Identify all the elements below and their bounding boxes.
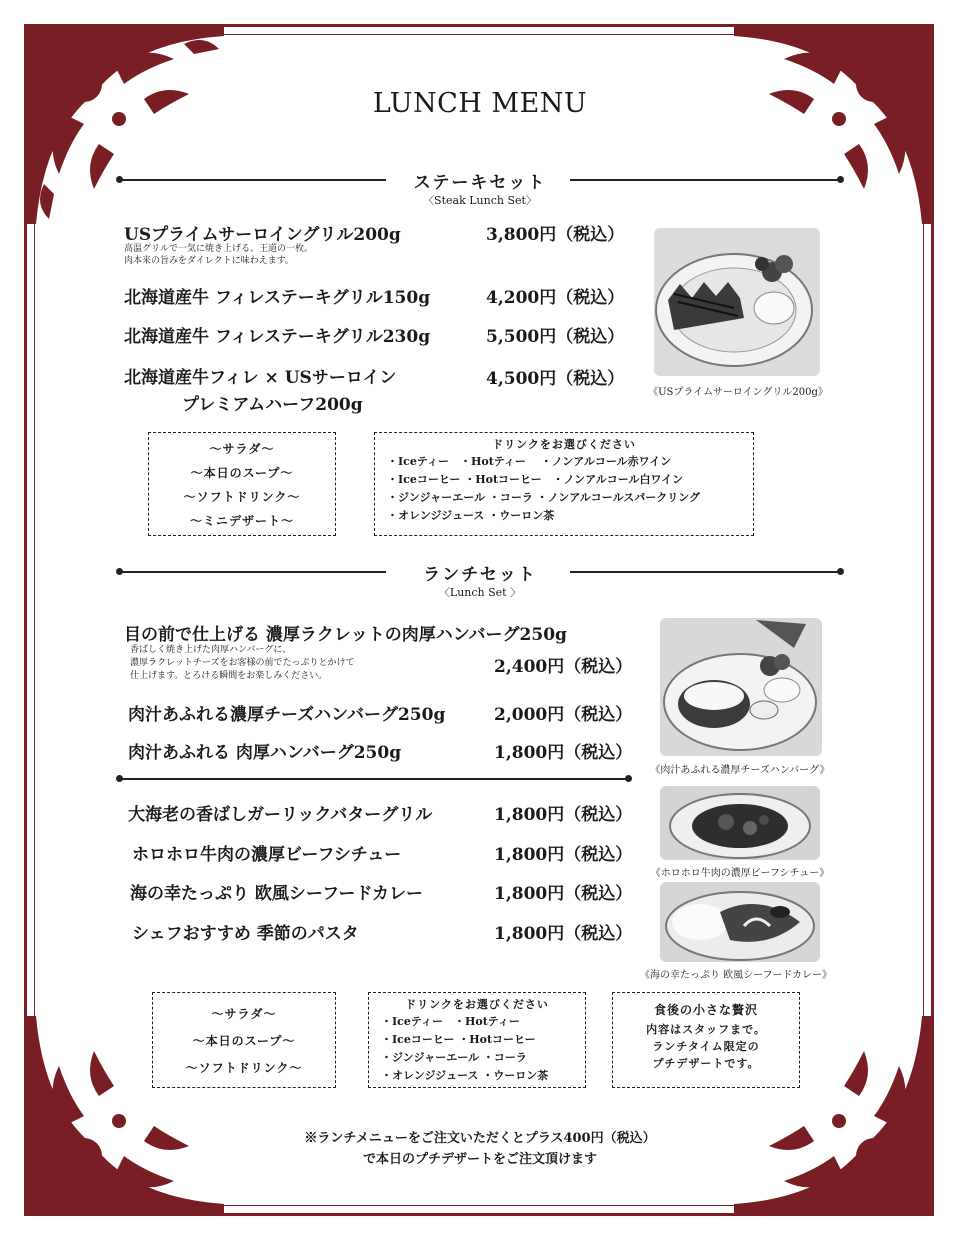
set-item: ～サラダ～ — [211, 1007, 277, 1021]
steak-item-name: プレミアムハーフ200g — [182, 395, 363, 415]
set-item: ～本日のスープ～ — [190, 466, 294, 480]
seafood-curry-photo-caption: 《海の幸たっぷり 欧風シーフードカレー》 — [639, 970, 833, 981]
drink-line: ・オレンジジュース ・ウーロン茶 — [387, 509, 555, 522]
steak-photo — [654, 228, 820, 376]
steak-item-name: 北海道産牛フィレ × USサーロイン — [124, 368, 397, 388]
lunch-set-box — [152, 992, 336, 1088]
drink-box-heading: ドリンクをお選びください — [405, 998, 549, 1011]
steak-drink-box — [374, 432, 754, 536]
footnote: ※ランチメニューをご注文いただくとプラス400円（税込） — [304, 1131, 656, 1146]
steak-item-price: 3,800円（税込） — [486, 225, 625, 245]
beef-stew-photo-caption: 《ホロホロ牛肉の濃厚ビーフシチュー》 — [650, 868, 830, 879]
lunch-item-price: 1,800円（税込） — [494, 924, 633, 944]
lunch-item-name: 海の幸たっぷり 欧風シーフードカレー — [130, 884, 424, 904]
lunch-item-name: シェフおすすめ 季節のパスタ — [132, 924, 359, 944]
lunch-item-desc: 仕上げます。とろける瞬間をお楽しみください。 — [130, 671, 328, 681]
hamburg-photo-caption: 《肉汁あふれる濃厚チーズハンバーグ》 — [650, 765, 830, 776]
set-item: ～サラダ～ — [209, 442, 275, 456]
seafood-curry-photo — [660, 882, 820, 962]
steak-item-name: USプライムサーロイングリル200g — [124, 225, 401, 245]
steak-photo-caption: 《USプライムサーロイングリル200g》 — [648, 387, 828, 398]
drink-box-heading: ドリンクをお選びください — [492, 438, 636, 451]
dessert-box-text: 内容はスタッフまで。 — [646, 1023, 766, 1036]
hamburg-photo — [660, 618, 822, 756]
lunch-section-title: ランチセット — [423, 565, 537, 585]
lunch-item-price: 1,800円（税込） — [494, 743, 633, 763]
drink-line: ・ジンジャーエール ・コーラ — [381, 1051, 527, 1064]
lunch-item-name: 大海老の香ばしガーリックバターグリル — [128, 805, 433, 825]
lunch-item-price: 1,800円（税込） — [494, 884, 633, 904]
divider-line — [118, 778, 630, 780]
beef-stew-photo — [660, 786, 820, 860]
drink-line: ・ジンジャーエール ・コーラ ・ノンアルコールスパークリング — [387, 491, 701, 504]
lunch-item-price: 1,800円（税込） — [494, 845, 633, 865]
set-item: ～ソフトドリンク～ — [183, 490, 301, 504]
steak-item-price: 4,200円（税込） — [486, 288, 625, 308]
steak-item-name: 北海道産牛 フィレステーキグリル230g — [124, 327, 431, 347]
drink-line: ・Iceコーヒー ・Hotコーヒー ・ノンアルコール白ワイン — [387, 473, 684, 486]
lunch-section-subtitle: 〈Lunch Set 〉 — [438, 586, 522, 599]
lunch-item-desc: 濃厚ラクレットチーズをお客様の前でたっぷりとかけて — [130, 658, 355, 668]
menu-title: LUNCH MENU — [372, 88, 588, 119]
lunch-drink-box — [368, 992, 586, 1088]
lunch-item-name: ホロホロ牛肉の濃厚ビーフシチュー — [132, 845, 402, 865]
steak-section-subtitle: 〈Steak Lunch Set〉 — [423, 194, 537, 207]
lunch-item-desc: 香ばしく焼き上げた肉厚ハンバーグに、 — [130, 645, 292, 655]
lunch-item-name: 肉汁あふれる濃厚チーズハンバーグ250g — [128, 705, 446, 725]
steak-item-desc: 肉本来の旨みをダイレクトに味わえます。 — [124, 256, 294, 266]
footnote: で本日のプチデザートをご注文頂けます — [362, 1152, 597, 1167]
drink-line: ・Iceコーヒー ・Hotコーヒー — [381, 1033, 536, 1046]
set-item: ～ソフトドリンク～ — [185, 1061, 303, 1075]
dessert-box-text: プチデザートです。 — [652, 1057, 760, 1070]
lunch-item-price: 1,800円（税込） — [494, 805, 633, 825]
dessert-box-text: ランチタイム限定の — [652, 1040, 760, 1053]
drink-line: ・Iceティー ・Hotティー — [381, 1015, 520, 1028]
steak-item-desc: 高温グリルで一気に焼き上げる、王道の一枚。 — [124, 244, 314, 254]
lunch-item-name: 目の前で仕上げる 濃厚ラクレットの肉厚ハンバーグ250g — [124, 625, 567, 645]
steak-set-box — [148, 432, 336, 536]
dessert-box-heading: 食後の小さな贅沢 — [653, 1003, 758, 1017]
set-item: ～本日のスープ～ — [192, 1034, 296, 1048]
dessert-box — [612, 992, 800, 1088]
steak-section-title: ステーキセット — [413, 173, 547, 193]
steak-item-price: 5,500円（税込） — [486, 327, 625, 347]
lunch-item-price: 2,400円（税込） — [494, 657, 633, 677]
drink-line: ・オレンジジュース ・ウーロン茶 — [381, 1069, 549, 1082]
steak-item-price: 4,500円（税込） — [486, 369, 625, 389]
steak-item-name: 北海道産牛 フィレステーキグリル150g — [124, 288, 431, 308]
drink-line: ・Iceティー ・Hotティー ・ノンアルコール赤ワイン — [387, 455, 672, 468]
set-item: ～ミニデザート～ — [189, 514, 294, 528]
lunch-item-price: 2,000円（税込） — [494, 705, 633, 725]
lunch-item-name: 肉汁あふれる 肉厚ハンバーグ250g — [128, 743, 402, 763]
